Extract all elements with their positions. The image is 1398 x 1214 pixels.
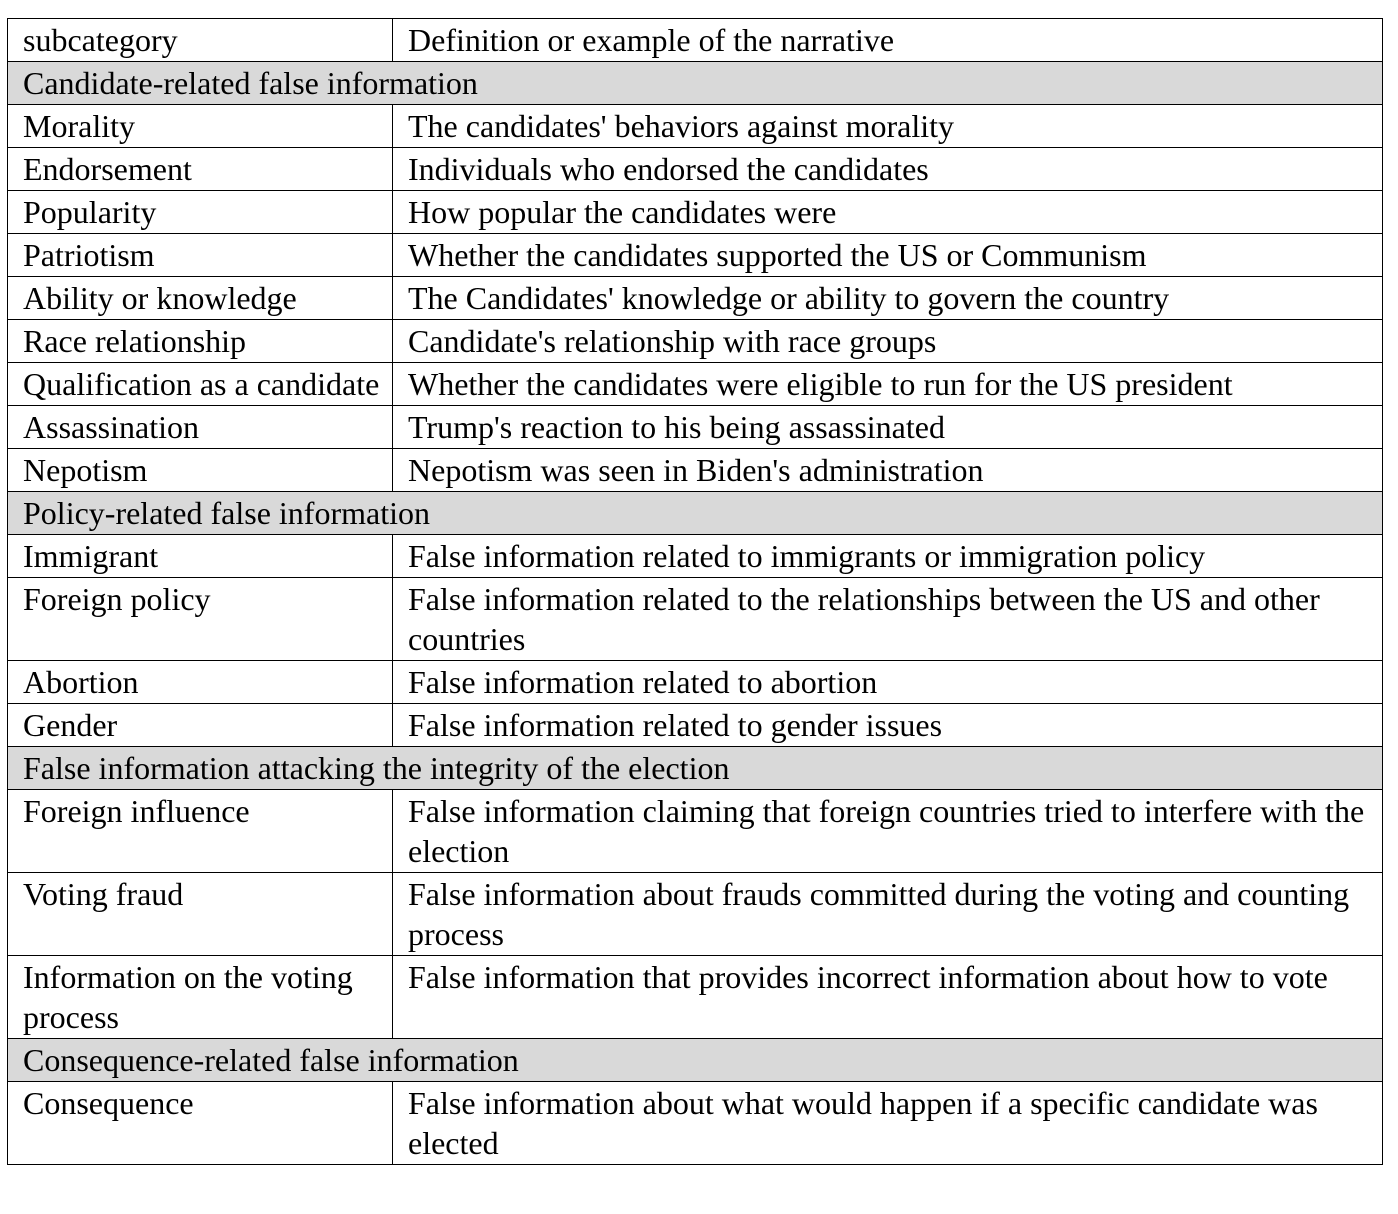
subcategory-cell: Foreign policy: [8, 578, 393, 661]
table-row: [8, 234, 1383, 277]
table-row: [8, 363, 1383, 406]
definition-cell: Trump's reaction to his being assassinated: [393, 406, 1383, 449]
table-row: [8, 578, 1383, 661]
subcategory-cell: Qualification as a candidate: [8, 363, 393, 406]
table-row: [8, 277, 1383, 320]
subcategory-cell: Foreign influence: [8, 790, 393, 873]
subcategory-cell: Abortion: [8, 661, 393, 704]
definition-cell: Candidate's relationship with race groups: [393, 320, 1383, 363]
subcategory-cell: Patriotism: [8, 234, 393, 277]
table-body: [8, 19, 1383, 1165]
subcategory-cell: Popularity: [8, 191, 393, 234]
table-row: [8, 105, 1383, 148]
subcategory-cell: Endorsement: [8, 148, 393, 191]
definition-cell: False information about what would happen if a specific candidate was elected: [393, 1082, 1383, 1165]
header-subcategory: subcategory: [8, 19, 393, 62]
table-row: [8, 406, 1383, 449]
section-title: False information attacking the integrity of the election: [8, 747, 1383, 790]
table-row: [8, 148, 1383, 191]
subcategory-cell: Race relationship: [8, 320, 393, 363]
section-title: Candidate-related false information: [8, 62, 1383, 105]
subcategory-cell: Nepotism: [8, 449, 393, 492]
subcategory-cell: Consequence: [8, 1082, 393, 1165]
definition-cell: False information about frauds committed during the voting and counting process: [393, 873, 1383, 956]
subcategory-cell: Gender: [8, 704, 393, 747]
definition-cell: Whether the candidates were eligible to run for the US president: [393, 363, 1383, 406]
definition-cell: The Candidates' knowledge or ability to govern the country: [393, 277, 1383, 320]
definition-cell: Individuals who endorsed the candidates: [393, 148, 1383, 191]
section-header-row: [8, 62, 1383, 105]
table-row: [8, 704, 1383, 747]
table-header-row: [8, 19, 1383, 62]
definition-cell: False information related to gender issues: [393, 704, 1383, 747]
table-row: [8, 661, 1383, 704]
definition-cell: False information claiming that foreign countries tried to interfere with the election: [393, 790, 1383, 873]
table-row: [8, 956, 1383, 1039]
section-header-row: [8, 1039, 1383, 1082]
definition-cell: False information that provides incorrect information about how to vote: [393, 956, 1383, 1039]
table-row: [8, 449, 1383, 492]
subcategory-cell: Ability or knowledge: [8, 277, 393, 320]
subcategory-cell: Immigrant: [8, 535, 393, 578]
subcategory-cell: Information on the voting process: [8, 956, 393, 1039]
section-header-row: [8, 747, 1383, 790]
definition-cell: False information related to immigrants or immigration policy: [393, 535, 1383, 578]
table-row: [8, 320, 1383, 363]
definition-cell: False information related to abortion: [393, 661, 1383, 704]
narrative-table-container: [7, 18, 1382, 1165]
table-row: [8, 1082, 1383, 1165]
definition-cell: Whether the candidates supported the US or Communism: [393, 234, 1383, 277]
section-header-row: [8, 492, 1383, 535]
table-row: [8, 535, 1383, 578]
definition-cell: Nepotism was seen in Biden's administration: [393, 449, 1383, 492]
subcategory-cell: Assassination: [8, 406, 393, 449]
section-title: Consequence-related false information: [8, 1039, 1383, 1082]
table-row: [8, 191, 1383, 234]
table-row: [8, 790, 1383, 873]
section-title: Policy-related false information: [8, 492, 1383, 535]
header-definition: Definition or example of the narrative: [393, 19, 1383, 62]
subcategory-cell: Morality: [8, 105, 393, 148]
narrative-table: [7, 18, 1383, 1165]
definition-cell: How popular the candidates were: [393, 191, 1383, 234]
subcategory-cell: Voting fraud: [8, 873, 393, 956]
definition-cell: The candidates' behaviors against morality: [393, 105, 1383, 148]
table-row: [8, 873, 1383, 956]
definition-cell: False information related to the relationships between the US and other countries: [393, 578, 1383, 661]
